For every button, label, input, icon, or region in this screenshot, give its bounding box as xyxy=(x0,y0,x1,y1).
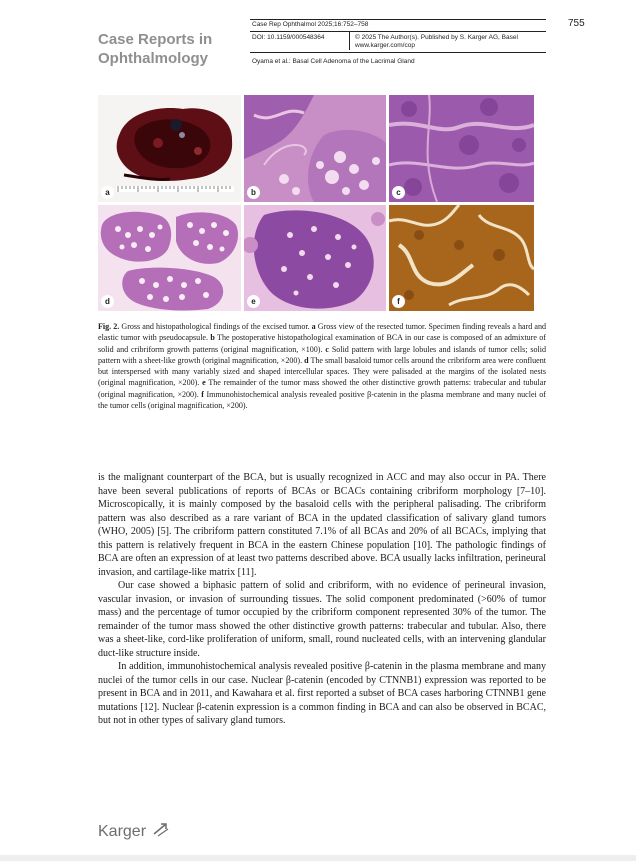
panel-label-c: c xyxy=(392,186,405,199)
caption-f-label: f xyxy=(201,389,204,399)
histology-image-e xyxy=(244,205,386,311)
figure-panel-d xyxy=(98,205,241,311)
running-title: Oyama et al.: Basal Cell Adenoma of the Lacrimal Gland xyxy=(252,58,415,65)
figure-panel-c xyxy=(389,95,534,202)
header-rule-mid xyxy=(250,31,546,32)
citation: Case Rep Ophthalmol 2025;16:752–758 xyxy=(252,21,369,28)
paragraph-2: Our case showed a biphasic pattern of solid and cribriform, with no evidence of perineural invasion, vascular invasion, or invasion of surrounding tissues. The solid component predominated (>60% of tumor mass) and the percentage of tumor occupied by the cribriform component represented 30% of the tumor. The remainder of the tumor mass showed the other distinctive growth patterns: trabecular and tubular. Also, there was a sheet-like, cord-like proliferation of uniform, small, round nucleated cells, with an intervening glandular duct-like structure inside. xyxy=(98,580,546,659)
caption-a-text: Gross view of the resected tumor. Specimen finding reveals a hard and elastic tumor with pseudocapsule. xyxy=(98,322,546,343)
panel-label-e: e xyxy=(247,295,260,308)
panel-label-d: d xyxy=(101,295,114,308)
doi: DOI: 10.1159/000548364 xyxy=(252,34,325,41)
gross-specimen-image xyxy=(98,95,241,202)
copyright-line1: © 2025 The Author(s). Published by S. Karger AG, Basel xyxy=(355,34,518,41)
figure-caption xyxy=(98,321,546,411)
karger-logo: Karger xyxy=(98,823,147,840)
caption-d-text: The small basaloid tumor cells around the cribriform area were confluent but interspersed with many variably sized and shaped intercellular spaces. They were palisaded at the margins of the isolated nests (original magnification, ×200). xyxy=(98,355,546,388)
paragraph-1: is the malignant counterpart of the BCA, but is usually recognized in ACC and may also occur in PA. There have been several publications of reports of BCAs or BCACs containing cribriform morphology [7–10]. Microscopically, it is mainly composed by the basaloid cells with the peripheral palisading. The cribriform pattern was also described as a rare variant of BCA in the updated classification of salivary gland tumors (WHO, 2005) [5]. The cribriform pattern constituted 7.1% of all BCAs and 20% of all BCACs, implying that this pattern is relatively frequent in BCA in the eastern Chinese population [10]. The pathologic findings of BCA are often an expression of at least two patterns described above. BCA usually lacks infiltration, perineural invasion, and cartilage-like matrix [11]. xyxy=(98,472,546,578)
histology-image-c xyxy=(389,95,534,202)
paragraph-3: In addition, immunohistochemical analysis revealed positive β-catenin in the plasma membrane and many nuclei of the tumor cells in our case. Nuclear β-catenin (encoded by CTNNB1) expression was reported to be present in BCA and in 2011, and Kawahara et al. first reported a subset of BCA cases harboring CTNNB1 gene mutations [12]. Nuclear β-catenin expression is a common finding in BCA and can also be observed in BCAC, but not in other types of salivary gland tumors. xyxy=(98,661,546,726)
caption-e-label: e xyxy=(202,378,206,388)
journal-title-line1: Case Reports in xyxy=(98,31,213,48)
caption-d-label: d xyxy=(304,355,309,365)
journal-title-line2: Ophthalmology xyxy=(98,50,208,67)
figure-panel-a xyxy=(98,95,241,202)
header-separator xyxy=(349,32,350,50)
caption-intro: Gross and histopathological findings of the excised tumor. xyxy=(119,322,312,331)
histology-image-d xyxy=(98,205,241,311)
copyright-line2: www.karger.com/cop xyxy=(355,42,415,49)
caption-b-label: b xyxy=(210,333,215,343)
figure-panel-b xyxy=(244,95,386,202)
caption-c-label: c xyxy=(325,344,329,354)
panel-label-a: a xyxy=(101,186,114,199)
figure-2 xyxy=(98,95,534,311)
caption-f-text: Immunohistochemical analysis revealed positive β-catenin in the plasma membrane and many nuclei of the tumor cells (original magnification, ×200). xyxy=(98,389,546,411)
caption-label: Fig. 2. xyxy=(98,322,120,331)
histology-image-b xyxy=(244,95,386,202)
header-rule-top xyxy=(250,19,546,20)
caption-e-text: The remainder of the tumor mass showed the other distinctive growth patterns: trabecular and tubular (original magnification, ×200). xyxy=(98,378,547,399)
header-rule-bottom xyxy=(250,52,546,53)
karger-arrow-icon xyxy=(152,820,172,838)
body-text xyxy=(98,471,546,728)
caption-b-text: The postoperative histopathological examination of BCA in our case is composed of an admixture of solid and cribriform growth patterns (original magnification, ×100). xyxy=(98,333,546,354)
page-bottom-band xyxy=(0,855,636,861)
figure-panel-e xyxy=(244,205,386,311)
immunohistochemistry-image-f xyxy=(389,205,534,311)
panel-label-b: b xyxy=(247,186,260,199)
caption-c-text: Solid pattern with large lobules and islands of tumor cells; solid pattern with a sheet-like growth (original magnification, ×200). xyxy=(98,344,546,365)
page-number: 755 xyxy=(568,18,585,29)
caption-a-label: a xyxy=(311,322,316,331)
journal-title xyxy=(98,30,212,68)
figure-panel-f xyxy=(389,205,534,311)
panel-label-f: f xyxy=(392,295,405,308)
